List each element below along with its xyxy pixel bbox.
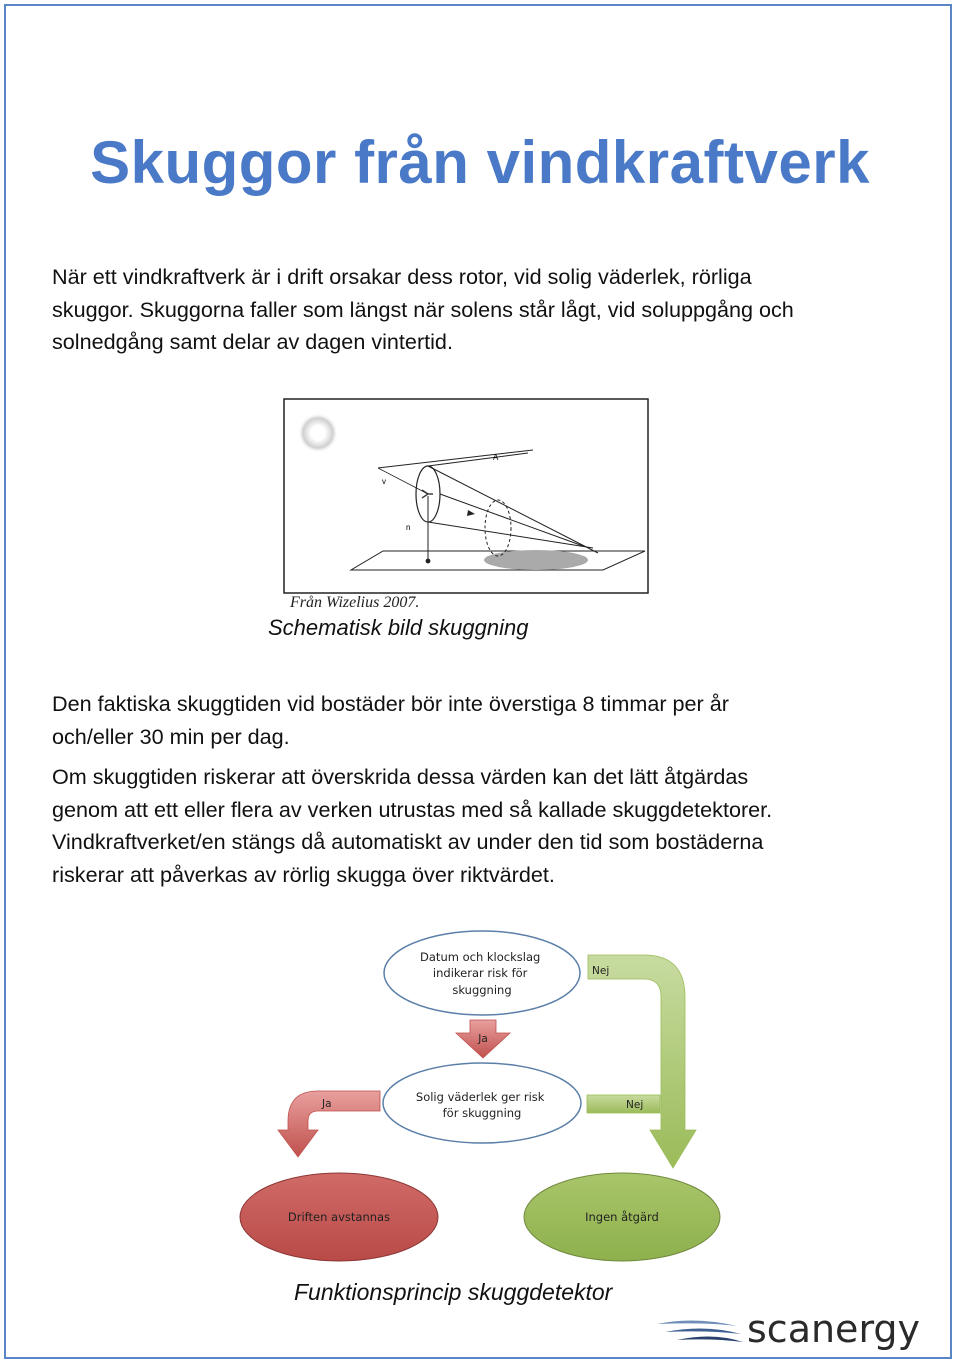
- limits-line: och/eller 30 min per dag.: [52, 723, 290, 749]
- nej-arrow-right: [587, 1095, 660, 1113]
- node-left-label: Driften avstannas: [287, 1210, 391, 1224]
- scanergy-logo: [655, 1302, 940, 1356]
- shadow-schematic-figure: [283, 398, 649, 594]
- logo-text: scanergy: [747, 1307, 921, 1351]
- node-right-label: Ingen åtgärd: [585, 1210, 659, 1224]
- figure-caption: Schematisk bild skuggning: [268, 615, 529, 640]
- node-top-line: indikerar risk för: [432, 966, 528, 980]
- remedy-line: Vindkraftverket/en stängs då automatiskt av under den tid som bostäderna: [52, 829, 764, 855]
- page-title: Skuggor från vindkraftverk: [90, 129, 870, 196]
- nej-arrow-top: [588, 955, 696, 1168]
- limits-paragraph: [52, 688, 922, 753]
- flowchart-caption: Funktionsprincip skuggdetektor: [294, 1279, 613, 1305]
- node-top-line: Datum och klockslag: [420, 950, 541, 964]
- shadow-detector-flowchart: [230, 925, 750, 1275]
- remedy-line: genom att ett eller flera av verken utrustas med så kallade skuggdetektorer.: [52, 796, 773, 822]
- remedy-line: Om skuggtiden riskerar att överskrida dessa värden kan det lätt åtgärdas: [52, 764, 749, 789]
- intro-line: solnedgång samt delar av dagen vintertid.: [52, 329, 453, 355]
- limits-line: Den faktiska skuggtiden vid bostäder bör inte överstiga 8 timmar per år: [52, 691, 729, 716]
- remedy-line: riskerar att påverkas av rörlig skugga över riktvärdet.: [52, 861, 555, 887]
- figure-credit: Från Wizelius 2007.: [290, 594, 420, 611]
- remedy-paragraph: [52, 761, 922, 891]
- label-nej-top: Nej: [592, 965, 610, 977]
- label-ja-top: Ja: [478, 1033, 488, 1045]
- label-v: v: [382, 477, 386, 486]
- node-mid-line: Solig väderlek ger risk: [415, 1090, 545, 1104]
- node-top-line: skuggning: [452, 983, 512, 997]
- intro-paragraph: [52, 261, 922, 359]
- label-nej-mid: Nej: [626, 1099, 644, 1111]
- label-n: n: [406, 523, 411, 532]
- intro-line: När ett vindkraftverk är i drift orsakar dess rotor, vid solig väderlek, rörliga: [52, 264, 752, 289]
- logo-swoosh-icon: [657, 1320, 743, 1342]
- label-ja-mid: Ja: [322, 1098, 332, 1110]
- label-a: A: [493, 453, 499, 462]
- intro-line: skuggor. Skuggorna faller som längst när solens står lågt, vid soluppgång och: [52, 296, 794, 322]
- node-mid-line: för skuggning: [442, 1106, 522, 1120]
